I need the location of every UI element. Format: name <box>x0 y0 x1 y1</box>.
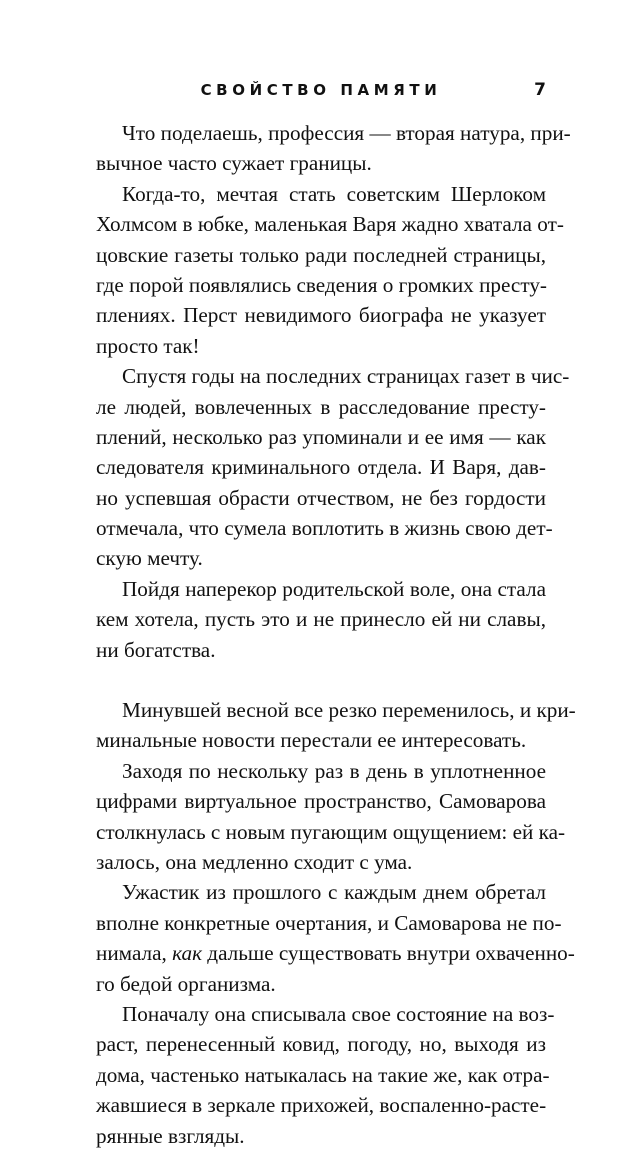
emphasis: как <box>172 941 202 966</box>
text-line: кем хотела, пусть это и не принесло ей ни славы, <box>96 607 546 632</box>
text-line: ле людей, вовлеченных в расследование престу- <box>96 394 546 419</box>
text-line: следователя криминального отдела. И Варя, дав- <box>96 455 546 480</box>
text-line: Пойдя наперекор родительской воле, она стала <box>122 576 546 601</box>
text-line: Холмсом в юбке, маленькая Варя жадно хватала от- <box>96 212 564 237</box>
text-line: раст, перенесенный ковид, погоду, но, выходя из <box>96 1032 546 1057</box>
text-line: Что поделаешь, профессия — вторая натура, при- <box>122 121 571 145</box>
running-title: СВОЙСТВО ПАМЯТИ <box>200 81 442 99</box>
text-line: залось, она медленно сходит с ума. <box>96 849 413 874</box>
paragraph <box>96 756 566 878</box>
text-line: нимала, как дальше существовать внутри охваченно- <box>96 941 575 966</box>
paragraph <box>96 695 576 756</box>
text-line: вполне конкретные очертания, и Самоварова не по- <box>96 910 562 935</box>
page-number: 7 <box>534 80 546 100</box>
text-line: но успевшая обрасти отчеством, не без гордости <box>96 485 546 510</box>
section-break <box>96 665 546 695</box>
paragraph <box>96 361 570 574</box>
text-line: Заходя по нескольку раз в день в уплотненное <box>122 758 546 783</box>
text-line: Поначалу она списывала свое состояние на воз- <box>122 1001 555 1026</box>
paragraph <box>96 118 571 179</box>
body-text <box>96 118 576 1151</box>
text-line: жавшиеся в зеркале прихожей, воспаленно-расте- <box>96 1093 547 1118</box>
text-line: цифрами виртуальное пространство, Самоварова <box>96 789 546 814</box>
paragraph <box>96 877 575 999</box>
text-line: столкнулась с новым пугающим ощущением: ей ка- <box>96 819 566 844</box>
text-line: Спустя годы на последних страницах газет в чис- <box>122 364 570 389</box>
text-line: рянные взгляды. <box>96 1123 245 1148</box>
page-header <box>96 78 546 108</box>
text-line: ни богатства. <box>96 637 216 662</box>
text-line: Минувшей весной все резко переменилось, и кри- <box>122 698 576 723</box>
text-line: просто так! <box>96 333 200 358</box>
text-line: вычное часто сужает границы. <box>96 151 372 176</box>
text-line: го бедой организма. <box>96 971 276 996</box>
text-line: Когда-то, мечтая стать советским Шерлоком <box>122 181 546 206</box>
text-line: плений, несколько раз упоминали и ее имя — как <box>96 424 546 449</box>
paragraph <box>96 999 555 1151</box>
text-line: отмечала, что сумела воплотить в жизнь свою дет- <box>96 516 553 541</box>
text-line: цовские газеты только ради последней страницы, <box>96 242 546 267</box>
text-line: скую мечту. <box>96 546 203 571</box>
paragraph <box>96 574 546 665</box>
text-line: дома, частенько натыкалась на такие же, как отра- <box>96 1062 550 1087</box>
text-line: плениях. Перст невидимого биографа не указует <box>96 303 546 328</box>
text-line: минальные новости перестали ее интересовать. <box>96 728 527 753</box>
text-line: где порой появлялись сведения о громких престу- <box>96 272 547 297</box>
text-line: Ужастик из прошлого с каждым днем обретал <box>122 880 546 905</box>
paragraph <box>96 179 564 361</box>
